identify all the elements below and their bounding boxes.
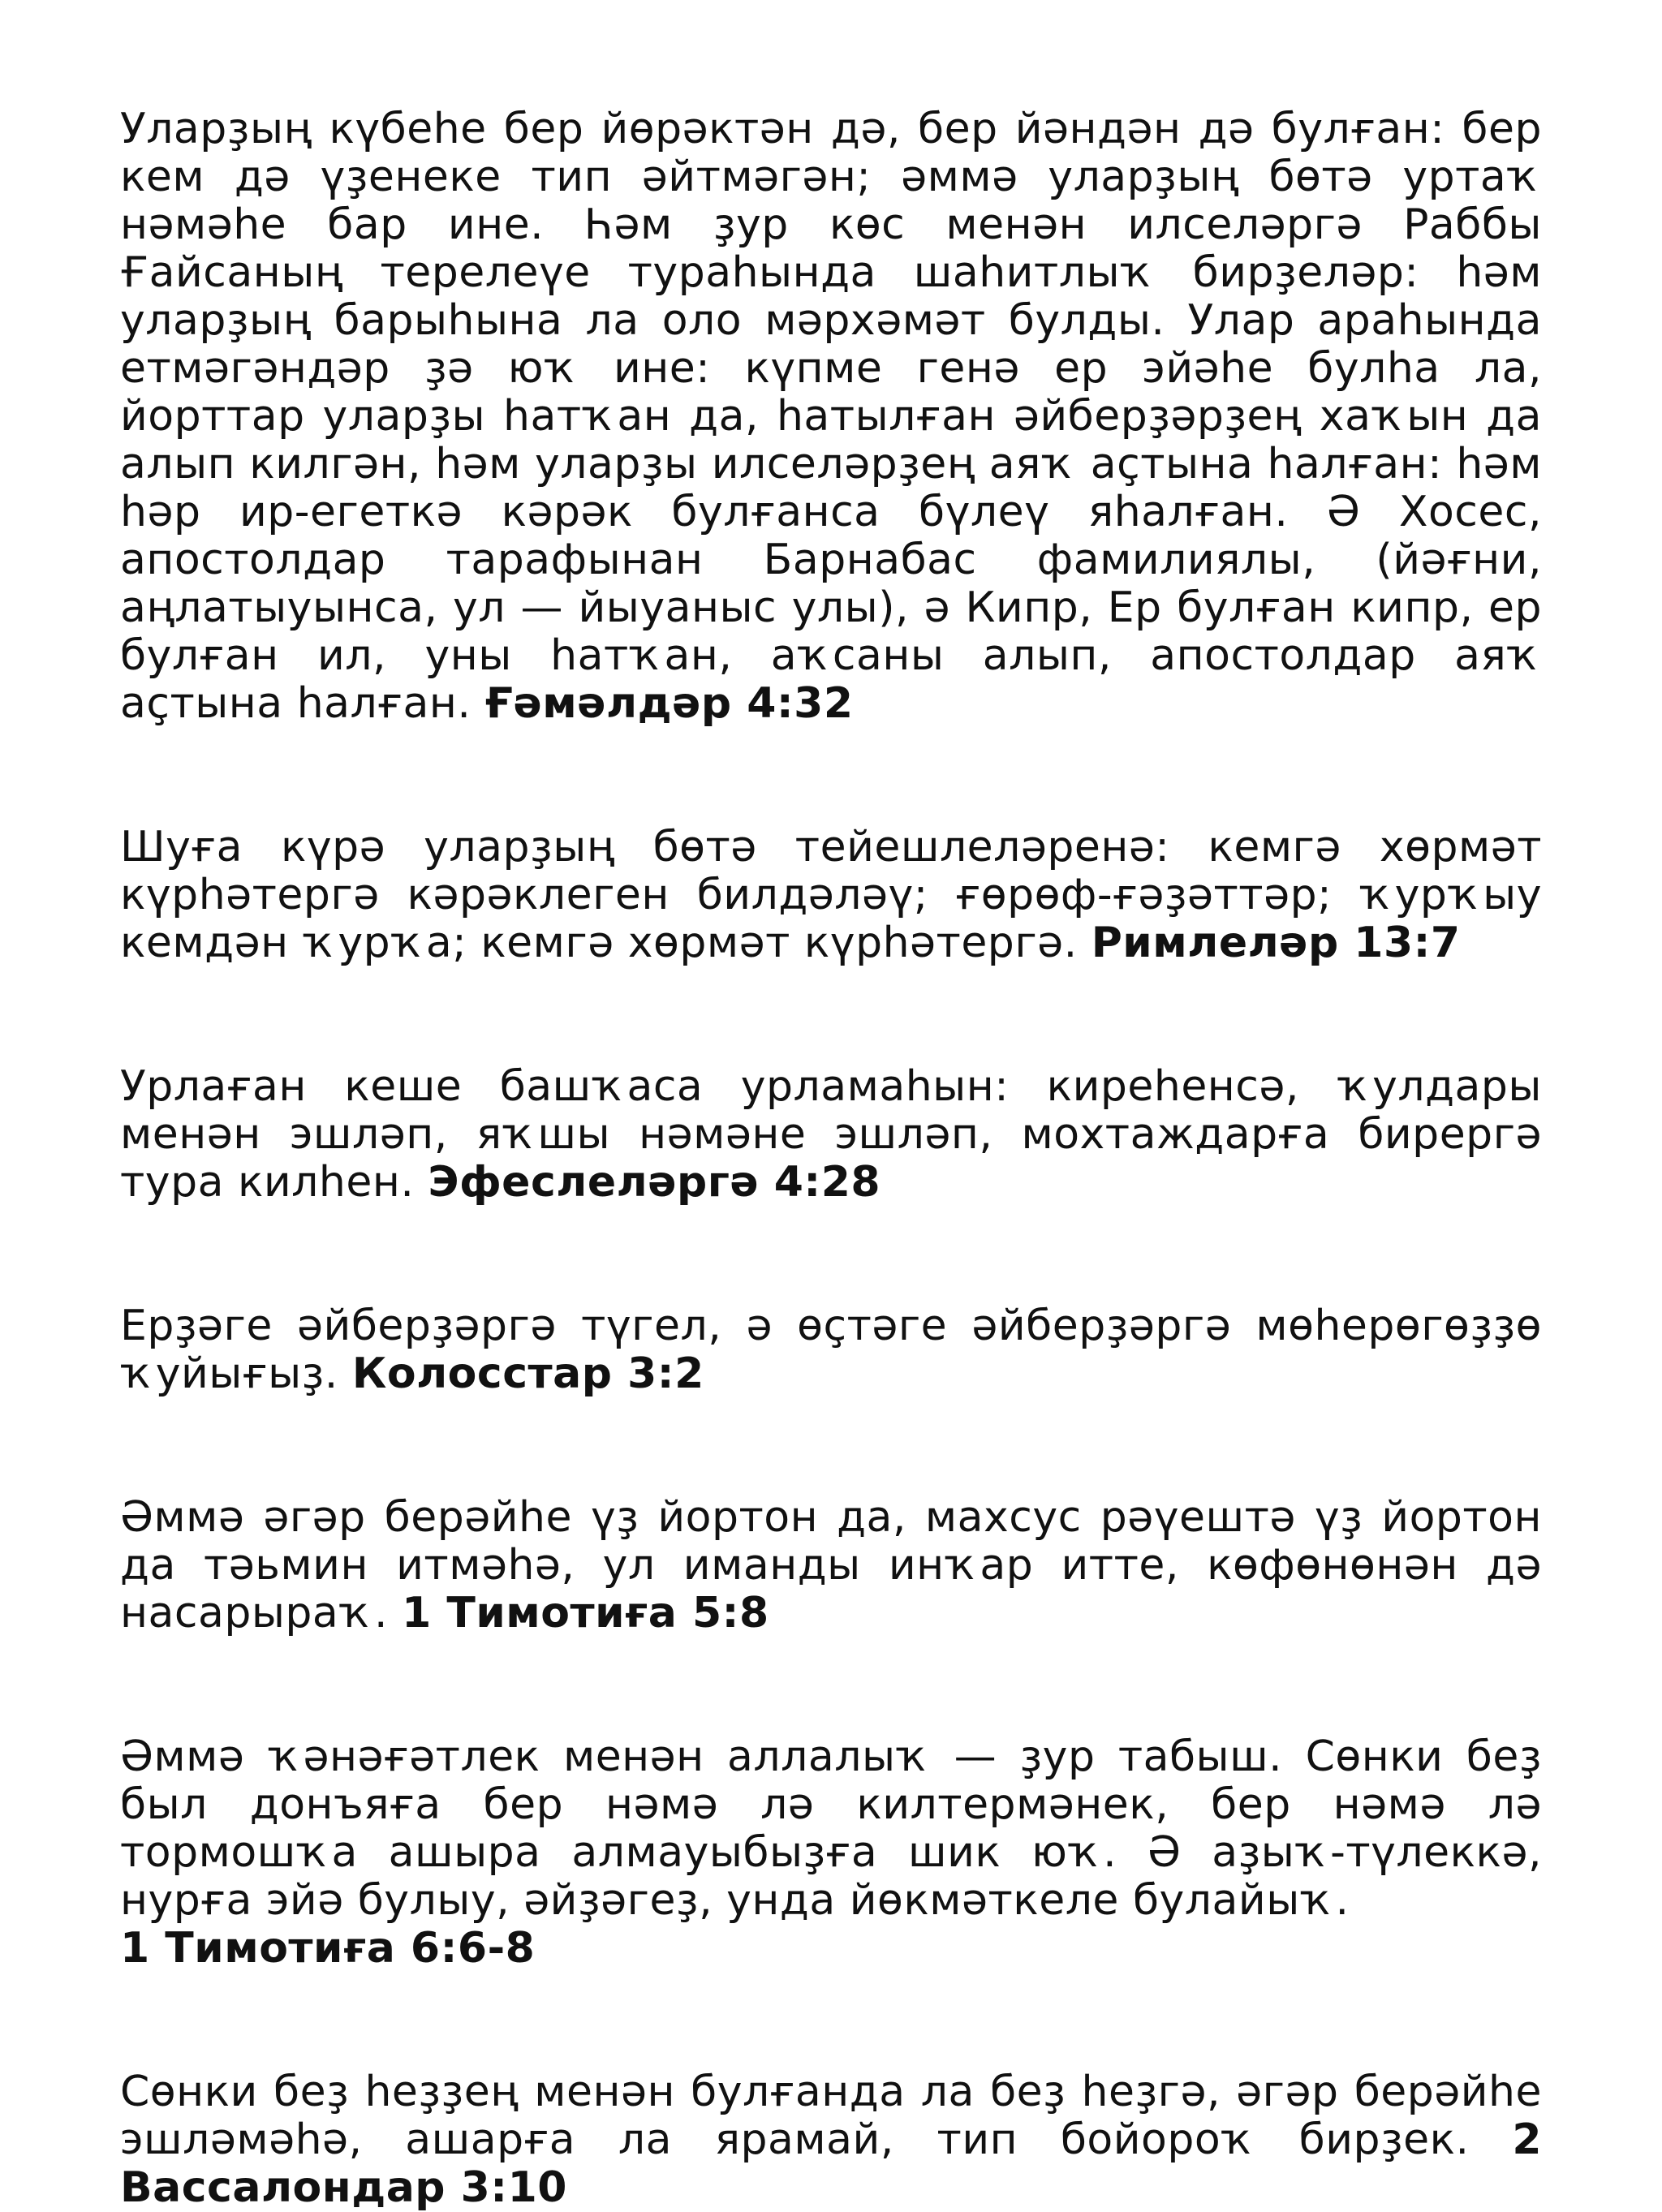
document-page xyxy=(120,105,1542,2212)
verse-paragraph xyxy=(120,105,1542,728)
verse-paragraph xyxy=(120,1302,1542,1398)
verse-text: Урлаған кеше башҡаса урламаһын: киреһенсә, ҡулдары менән эшләп, яҡшы нәмәне эшләп, мохтаждарға бирергә тура килһен. xyxy=(120,1062,1542,1207)
verse-reference: Эфеслеләргә 4:28 xyxy=(428,1158,881,1207)
verse-text: Уларҙың күбеһе бер йөрәктән дә, бер йәндән дә булған: бер кем дә үҙенеке тип әйтмәгән; әммә уларҙың бөтә уртаҡ нәмәһе бар ине. Һәм ҙур көс менән илселәргә Раббы Ғайсаның терелеүе тураһында шаһитлыҡ бирҙеләр: һәм уларҙың барыһына ла оло мәрхәмәт булды. Улар араһында етмәгәндәр ҙә юҡ ине: күпме генә ер эйәһе булһа ла, йорттар уларҙы һатҡан да, һатылған әйберҙәрҙең хаҡын да алып килгән, һәм уларҙы илселәрҙең аяҡ аҫтына һалған: һәм һәр ир-егеткә кәрәк булғанса бүлеү яһалған. Ә Хосес, апостолдар тарафынан Барнабас фамилиялы, (йәғни, аңлатыуынса, ул — йыуаныс улы), ә Кипр, Ер булған кипр, ер булған ил, уны һатҡан, аҡсаны алып, апостолдар аяҡ аҫтына һалған. xyxy=(120,105,1542,728)
verse-reference: Колосстар 3:2 xyxy=(351,1349,704,1398)
verse-text: Әммә әгәр берәйһе үҙ йортон да, махсус рәүештә үҙ йортон да тәьмин итмәһә, ул иманды инҡар итте, көфөнөнән дә насарыраҡ. xyxy=(120,1493,1542,1637)
verse-paragraph xyxy=(120,2068,1542,2212)
verse-reference: 1 Тимотиға 5:8 xyxy=(402,1589,769,1637)
verse-reference: Ғәмәлдәр 4:32 xyxy=(484,679,854,728)
verse-paragraph xyxy=(120,1494,1542,1637)
verse-text: Сөнки беҙ һеҙҙең менән булғанда ла беҙ һеҙгә, әгәр берәйһе эшләмәһә, ашарға ла ярамай, тип бойороҡ бирҙек. xyxy=(120,2068,1542,2164)
verse-paragraph xyxy=(120,1063,1542,1207)
verse-reference: 1 Тимотиға 6:6-8 xyxy=(120,1924,536,1973)
verse-text: Шуға күрә уларҙың бөтә тейешлеләренә: кемгә хөрмәт күрһәтергә кәрәклеген билдәләү; ғөрөф-ғәҙәттәр; ҡурҡыу кемдән ҡурҡа; кемгә хөрмәт күрһәтергә. xyxy=(120,823,1542,967)
verse-reference: Римлеләр 13:7 xyxy=(1091,919,1461,967)
verse-reference: 2 Вассалондар 3:10 xyxy=(120,2115,1542,2212)
verse-paragraph xyxy=(120,824,1542,967)
verse-text: Ерҙәге әйберҙәргә түгел, ә өҫтәге әйберҙәргә мөһерөгөҙҙө ҡуйығыҙ. xyxy=(120,1302,1542,1398)
verse-paragraph xyxy=(120,1733,1542,1973)
verse-text: Әммә ҡәнәғәтлек менән аллалыҡ — ҙур табыш. Сөнки беҙ был донъяға бер нәмә лә килтермәнек, бер нәмә лә тормошҡа ашыра алмауыбыҙға шик юҡ. Ә аҙыҡ-түлеккә, нурға эйә булыу, әйҙәгеҙ, унда йөкмәткеле булайыҡ. xyxy=(120,1732,1542,1925)
